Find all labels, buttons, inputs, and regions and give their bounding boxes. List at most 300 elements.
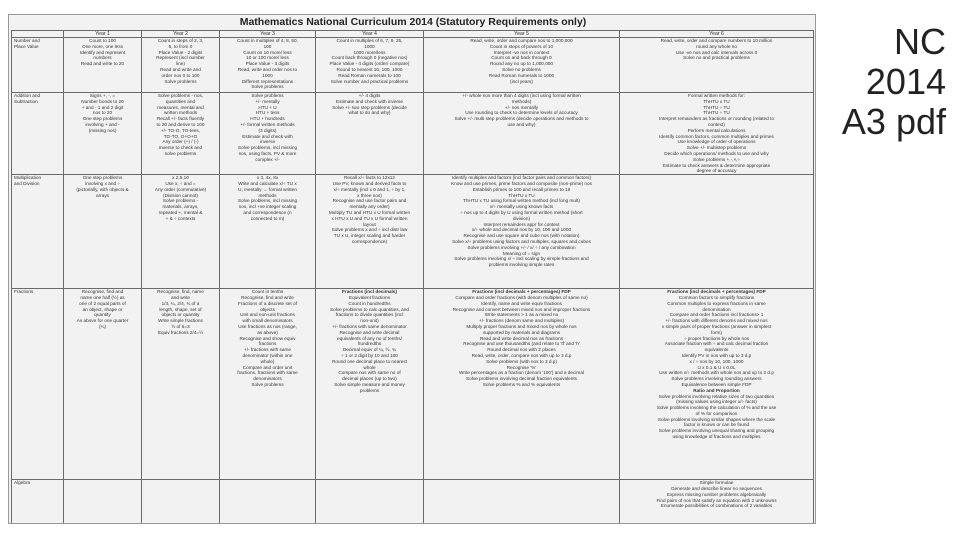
objective-line: Any order (commutative) — [154, 186, 207, 192]
objective-line: Count on and back through 0 — [491, 55, 552, 61]
objective-line: Solve problems involving the calculation of % and the use — [656, 405, 777, 411]
objective-line: TU x U, integer scaling and harder — [333, 233, 406, 239]
strand-row-mult — [12, 175, 814, 289]
objective-line: correspondence) — [351, 238, 388, 244]
objective-line: decimal places (up to two) — [342, 376, 397, 382]
objective-line: mentally any order) — [349, 204, 390, 210]
objective-line: x/÷ whole and decimal nos by 10, 100 and 1000 — [471, 227, 572, 233]
curriculum-cell — [424, 289, 620, 480]
objective-line: Solve problems involving similar shapes where the scale — [657, 416, 776, 422]
curriculum-cell — [220, 289, 316, 480]
header-blank — [12, 31, 64, 38]
objective-line: (incl years) — [510, 78, 533, 84]
objective-line: Fractions (incl decimals + percentages) FDP — [472, 289, 571, 295]
objective-line: ÷ nos up to 4 digits by U using formal written method (short — [460, 209, 583, 215]
objective-line: Use written x/÷ methods with whole nos and up to 2 d.p — [659, 370, 774, 376]
objective-line: Use x, ÷ and = — [165, 180, 196, 186]
objective-line: +/- fractions with same denominator — [332, 323, 407, 329]
objective-line: an object, shape or — [82, 306, 123, 312]
curriculum-cell — [424, 480, 620, 524]
objective-line: Place Value - 2 digits — [158, 49, 203, 55]
objective-line: TO-TO, O+O+O — [163, 133, 198, 139]
objective-line: One step problems — [82, 175, 123, 181]
objective-line: Recognise, find and — [81, 289, 124, 295]
strand-label-line: Multiplication — [14, 175, 42, 181]
curriculum-cell — [220, 38, 316, 93]
objective-line: Associate fraction with ÷ and calc decimal fraction — [664, 341, 769, 347]
curriculum-cell — [620, 175, 814, 289]
year-header: Year 6 — [620, 31, 814, 38]
curriculum-cell — [620, 289, 814, 480]
objective-line: (¼) — [98, 323, 107, 329]
strand-row-add — [12, 93, 814, 175]
objective-line: Ratio and Proportion — [693, 387, 740, 393]
objective-line: Count in multiples of 6, 7, 9, 25, — [336, 38, 403, 43]
strand-label-line: Subtraction — [14, 98, 38, 104]
objective-line: (pictorially, with objects & — [76, 186, 129, 192]
objective-line: ThHTU x TU using formal written method (incl long mult) — [463, 198, 580, 204]
objective-line: 1000 — [364, 43, 375, 49]
objective-line: length, shape, set of — [159, 306, 202, 312]
objective-line: fractions to divide quantities (incl — [335, 312, 404, 318]
objective-line: Estimate to check answers & determine appropriate — [662, 162, 771, 168]
objective-line: Write percentages as a fraction (denom '100') and a decimal — [459, 370, 584, 376]
objective-line: Formal written methods for: — [687, 93, 746, 98]
objective-line: Solve problems — [251, 381, 284, 387]
objective-line: ÷ proper fractions by whole nos — [683, 335, 750, 341]
strand-label — [12, 93, 64, 175]
objective-line: Signs +, -, = — [89, 93, 116, 98]
objective-line: Solve number and practical problems — [330, 78, 409, 84]
curriculum-sheet — [8, 14, 816, 524]
year-header: Year 1 — [64, 31, 142, 38]
objective-line: Recognise, find, name — [157, 289, 204, 295]
objective-line: and correspondence (n — [243, 209, 292, 215]
objective-line: Read Roman numerals to 1000 — [488, 72, 555, 78]
objective-line: +/- fractions (denom same and multiples) — [478, 318, 565, 324]
objective-line: Meaning of = sign — [502, 250, 541, 256]
curriculum-cell — [142, 289, 220, 480]
objective-line: Estimate and check with inverse — [336, 98, 403, 104]
objective-line: measures, mental and — [157, 104, 204, 110]
objective-line: methods — [258, 192, 277, 198]
strand-label-line: Fractions — [14, 289, 34, 295]
objective-line: Use rounding to check to determine levels of accuracy — [465, 110, 578, 116]
objective-line: name one half (½) as — [80, 294, 125, 300]
objective-line: Read, write, order, compare nos with up to 3 d.p — [471, 352, 572, 358]
objective-line: ÷ 1 or 2 digit by 10 and 100 — [341, 352, 398, 358]
objective-line: Solve problems, incl missing — [237, 198, 298, 204]
objective-line: Interpret -ve nos in context — [493, 49, 550, 55]
objective-line: equivalents — [704, 347, 729, 353]
objective-line: Read and write decimal nos as fractions — [479, 335, 564, 341]
objective-line: Recognise '%' — [506, 364, 537, 370]
objective-line: 5, to from 0 — [168, 43, 193, 49]
objective-line: (3 digits) — [258, 127, 277, 133]
curriculum-cell — [142, 175, 220, 289]
objective-line: 100 — [263, 43, 272, 49]
strand-row-alg — [12, 480, 814, 524]
objective-line: Recognise and use square and cube nos (with notation) — [463, 233, 580, 239]
objective-line: of % for comparison — [695, 410, 738, 416]
objective-line: as above) — [257, 329, 278, 335]
objective-line: 1/3, ¼, 2/4, ¾ of a — [161, 300, 200, 306]
objective-line: Identify PV in nos with up to 3 d.p — [681, 352, 752, 358]
objective-line: Solve no and practical problems — [683, 55, 750, 61]
objective-line: Compare and order unit — [242, 364, 293, 370]
objective-line: Any order (+) / (-) — [162, 139, 199, 145]
curriculum-cell — [316, 480, 424, 524]
strand-label — [12, 480, 64, 524]
objective-line: Read, write, order and compare nos to 1,000,000 — [470, 38, 573, 43]
objective-line: denomination — [702, 306, 731, 312]
year-header-row — [12, 31, 814, 38]
strand-label-line: Place Value — [14, 43, 39, 49]
strand-label-line: Number and — [14, 38, 40, 43]
objective-line: Use knowledge of order of operations — [677, 139, 756, 145]
strand-label — [12, 38, 64, 93]
objective-line: Solve problems involving decimal fraction equivalents — [466, 376, 577, 382]
objective-line: Know and use primes, prime factors and composite (non-prime) nos — [451, 180, 592, 186]
objective-line: Solve no problems — [502, 66, 541, 72]
objective-line: written methods — [163, 110, 198, 116]
objective-line: line) — [176, 61, 185, 67]
objective-line: Perform mental calculations — [687, 127, 746, 133]
objective-line: Solve problems involving unequal sharing and grouping — [658, 428, 775, 434]
curriculum-cell — [316, 93, 424, 175]
objective-line: Solve problems to calc quantities, and — [330, 306, 409, 312]
objective-line: Unit and non-unit fractions — [240, 312, 295, 318]
objective-line: HTU + hundreds — [250, 116, 285, 122]
year-header: Year 2 — [142, 31, 220, 38]
objective-line: Use fractions as nos (range, — [238, 323, 297, 329]
objective-line: Establish primes to 100 and recall primes to 19 — [472, 186, 571, 192]
objective-line: Solve problems, incl missing — [237, 145, 298, 151]
objective-line: Solve problems % and % equivalents — [482, 381, 561, 387]
objective-line: Use -ve nos and calc intervals across 0 — [675, 49, 758, 55]
strand-label-line: Addition and — [14, 93, 41, 98]
slide-title-line: NC 2014 — [865, 21, 946, 102]
objective-line: Solve problems x and ÷ incl distr law — [331, 227, 408, 233]
objective-line: Solve simple measure and money — [334, 381, 405, 387]
objective-line: Common factors to simplify fractions — [678, 294, 755, 300]
objective-line: arrays — [95, 192, 110, 198]
objective-line: Equiv fractions 2/4=½ — [157, 329, 204, 335]
objective-line: degree of accuracy — [696, 168, 737, 174]
objective-line: x / ÷ nos by 10, 100, 1000 — [689, 358, 744, 364]
year-header: Year 3 — [220, 31, 316, 38]
objective-line: Represent (incl number — [156, 55, 205, 61]
strand-label-line: Algebra — [14, 480, 31, 486]
objective-line: Find pairs of nos that satisfy an equation with 2 unknowns — [656, 497, 777, 503]
objective-line: x 3, 4x, 8x — [256, 175, 279, 181]
objective-line: factor is known or can be found — [683, 422, 750, 428]
curriculum-cell — [64, 480, 142, 524]
objective-line: use and why) — [507, 121, 536, 127]
objective-line: Recognise, find and write — [241, 294, 294, 300]
curriculum-cell — [424, 175, 620, 289]
objective-line: +/- fractions with same — [243, 347, 292, 353]
objective-line: As above for one quarter — [76, 318, 129, 324]
objective-line: objects — [260, 306, 275, 312]
objective-line: fractions — [258, 341, 277, 347]
objective-line: Solve problems - — [162, 198, 199, 204]
objective-line: Count in multiples of 4, 8, 50, — [237, 38, 298, 43]
objective-line: context) — [708, 121, 725, 127]
objective-line: problems — [359, 387, 380, 393]
objective-line: Solve problems — [251, 93, 284, 98]
objective-line: x/÷ mentally (incl x 0 and 1, ÷ by 1, — [333, 186, 406, 192]
objective-line: form) — [711, 329, 722, 335]
objective-line: denominator (within one — [242, 352, 293, 358]
objective-line: Enumerate possibilities of combinations of 2 variables — [660, 503, 773, 509]
objective-line: Multiply TU and HTU x U formal written — [328, 209, 411, 215]
objective-line: Solve problems — [164, 78, 197, 84]
objective-line: +/- TO-O, TO-tens, — [160, 127, 201, 133]
objective-line: Solve problems - nos, — [157, 93, 204, 98]
objective-line: equivalents of any no of tenths/ — [337, 335, 402, 341]
objective-line: Read Roman numerals to 100 — [338, 72, 401, 78]
objective-line: Recognise and use thousandths (and relate to 'tf' and 'h' — [463, 341, 580, 347]
objective-line: (missing values using integer x/÷ facts) — [676, 399, 757, 405]
curriculum-cell — [142, 93, 220, 175]
objective-line: Compare nos with same no of — [338, 370, 401, 376]
objective-line: with small denominators — [242, 318, 293, 324]
objective-line: Recognise and write decimal — [339, 329, 400, 335]
objective-line: what to do and why) — [348, 110, 391, 116]
objective-line: Read, write and order nos to — [237, 66, 298, 72]
objective-line: complex +/- — [255, 156, 280, 162]
objective-line: Decimal equiv of ¼, ½, ¾ — [343, 347, 396, 353]
objective-line: numbers — [93, 55, 112, 61]
objective-line: + and - 1 and 2 digit — [81, 104, 124, 110]
objective-line: fractions, fractions with same — [237, 370, 298, 376]
objective-line: Count in steps of powers of 10 — [489, 43, 554, 49]
objective-line: Solve problems involving relative sizes of two quantities — [658, 393, 775, 399]
objective-line: Common multiples to express fractions in same — [667, 300, 766, 306]
objective-line: Solve +/- two step problems (decide — [332, 104, 407, 110]
objective-line: Identify, name and write equiv fractions — [481, 300, 562, 306]
objective-line: involving x and ÷ — [85, 180, 120, 186]
objective-line: x HTU x U and TU x U formal written — [331, 215, 408, 221]
objective-line: quantity — [94, 312, 111, 318]
year-header: Year 4 — [316, 31, 424, 38]
curriculum-cell — [424, 38, 620, 93]
curriculum-cell — [620, 38, 814, 93]
objective-line: Simple formulae — [699, 480, 734, 486]
objective-line: Recognise and show equiv — [239, 335, 296, 341]
objective-line: 1000 — [262, 72, 273, 78]
objective-line: Different representations — [241, 78, 294, 84]
objective-line: One more, one less — [82, 43, 123, 49]
curriculum-cell — [142, 38, 220, 93]
objective-line: Solve +/- multi step problems (decide operations and methods to — [454, 116, 589, 122]
objective-line: one of 2 equal parts of — [79, 300, 126, 306]
objective-line: ½ of 6=3 — [171, 323, 190, 329]
objective-line: Place Value - 4 digits (order/ compare) — [329, 61, 410, 67]
objective-line: inverse — [259, 139, 276, 145]
objective-line: nos, using facts, PV & more — [238, 150, 297, 156]
objective-line: Interpret remainders as fractions or rounding (related to — [659, 116, 774, 122]
objective-line: Inverse to check and — [158, 145, 203, 151]
objective-line: Identify multiples and factors (incl factor pairs and common factors) — [451, 175, 592, 181]
objective-line: objects or quantity — [161, 312, 200, 318]
objective-line: (Division cannot) — [163, 192, 198, 198]
objective-line: Count on 10 more/ less — [243, 49, 292, 55]
objective-line: Round one decimal place to nearest — [331, 358, 408, 364]
objective-line: Write statements > 1 as a mixed no — [484, 312, 559, 318]
objective-line: x/÷ mentally using known facts — [489, 204, 554, 210]
objective-line: Recall +/- facts fluently — [156, 116, 205, 122]
objective-line: Equivalent fractions — [349, 294, 390, 300]
objective-line: Interpret remainders appr for context — [483, 221, 560, 227]
objective-line: 10 or 100 more/ less — [246, 55, 289, 61]
objective-line: U, mentally → formal written — [238, 186, 297, 192]
objective-line: +/- 4 digits — [358, 93, 381, 98]
slide-title-line: A3 pdf — [841, 101, 946, 142]
objective-line: Count back through 0 (negative nos) — [331, 55, 408, 61]
objective-line: Solve problems +,-,×,÷ — [692, 156, 741, 162]
objective-line: and write — [170, 294, 191, 300]
objective-line: + & ÷ contexts — [165, 215, 196, 221]
objective-line: layout — [363, 221, 376, 227]
sheet-title: Mathematics National Curriculum 2014 (Statutory Requirements only) — [239, 16, 587, 28]
objective-line: Solve x/÷ problems using factors and multiples, squares and cubes — [452, 238, 591, 244]
objective-line: quantities and — [165, 98, 196, 104]
strand-row-frac — [12, 289, 814, 480]
objective-line: ThHTU x TU — [508, 192, 535, 198]
objective-line: +/- fractions with different denoms and mixed nos — [665, 318, 768, 324]
objective-line: U x 0.1 & U x 0.0L — [697, 364, 736, 370]
objective-line: round any whole no — [696, 43, 737, 49]
strand-row-number — [12, 38, 814, 93]
objective-line: x three nos) — [357, 192, 382, 198]
objective-line: +/- mentally — [255, 98, 280, 104]
objective-line: Place Value - 3 digits — [245, 61, 290, 67]
objective-line: x simple pairs of proper fractions (answer in simplest — [661, 323, 772, 329]
objective-line: Solve problems — [251, 84, 284, 90]
objective-line: Round any no up to 1,000,000 — [489, 61, 554, 67]
objective-line: Count in hundredths — [348, 300, 391, 306]
objective-line: Read and write and — [160, 66, 201, 72]
objective-line: Write and calculate x/÷ TU x — [238, 180, 297, 186]
objective-line: Solve problems involving x/ ÷ incl scaling by simple fractions and — [454, 256, 589, 262]
objective-line: Fractions of a discrete set of — [238, 300, 297, 306]
objective-line: +/- whole nos more than 4 digits (incl using formal written — [462, 93, 581, 98]
objective-line: Recognise and convert between mixed nos and improper fractions — [452, 306, 591, 312]
objective-line: Write simple fractions — [158, 318, 203, 324]
objective-line: Recall x/÷ facts to 12x12 — [343, 175, 396, 181]
objective-line: Compare and order fractions incl fractions> 1 — [669, 312, 764, 318]
objective-line: supported by materials and diagrams — [482, 329, 561, 335]
year-header: Year 5 — [424, 31, 620, 38]
objective-line: Count in steps of 2, 3, — [157, 38, 204, 43]
objective-line: ThHTU ÷ TU — [703, 104, 730, 110]
objective-line: solve problems — [164, 150, 197, 156]
curriculum-cell — [316, 289, 424, 480]
curriculum-cell — [316, 175, 424, 289]
objective-line: nos, incl +ve integer scaling — [238, 204, 297, 210]
curriculum-cell — [316, 38, 424, 93]
objective-line: ThHTU ÷ TU — [703, 110, 730, 116]
objective-line: problems involving simple rates — [488, 262, 555, 268]
strand-label-line: and Division — [14, 180, 40, 186]
objective-line: Read, write, order and compare numbers to 10 million — [660, 38, 773, 43]
strand-label — [12, 289, 64, 480]
objective-line: Multiply proper fractions and mixed nos by whole nos — [466, 323, 577, 329]
curriculum-table — [11, 30, 814, 524]
objective-line: connected to m) — [250, 215, 285, 221]
objective-line: Round decimal nos with 2 places — [487, 347, 556, 353]
objective-line: x 2,5,10 — [172, 175, 189, 181]
objective-line: +/- formal written methods — [240, 121, 295, 127]
objective-line: Count to 100 — [89, 38, 116, 43]
objective-line: Generate and describe linear no sequences — [671, 485, 762, 491]
objective-line: using knowledge of fractions and multiples — [672, 434, 761, 440]
objective-line: Fractions (incl decimals + percentages) FDP — [667, 289, 766, 295]
objective-line: HTU + tens — [255, 110, 280, 116]
objective-line: whole) — [260, 358, 275, 364]
curriculum-cell — [620, 93, 814, 175]
objective-line: nos to 20 — [92, 110, 113, 116]
objective-line: Identify common factors, common multiples and primes — [659, 133, 774, 139]
objective-line: Use PV, known and derived facts to — [332, 180, 407, 186]
curriculum-cell — [424, 93, 620, 175]
curriculum-cell — [142, 480, 220, 524]
objective-line: HTU + U — [258, 104, 277, 110]
objective-line: repeated +, mental & — [158, 209, 203, 215]
objective-line: Express missing number problems algebraically — [666, 491, 767, 497]
objective-line: Solve problems (with nos to 3 d.p) — [486, 358, 557, 364]
objective-line: Equivalence between simple FDP — [681, 381, 752, 387]
curriculum-cell — [64, 93, 142, 175]
objective-line: Read and write to 20 — [80, 61, 125, 67]
objective-line: Estimate and check with — [242, 133, 293, 139]
objective-line: Compare and order fractions (with denom multiples of same no) — [455, 294, 588, 300]
objective-line: Fractions (incl decimals) — [342, 289, 397, 295]
curriculum-cell — [64, 175, 142, 289]
objective-line: Solve problems involving rounding answers — [671, 376, 762, 382]
curriculum-cell — [220, 93, 316, 175]
objective-line: involving + and - — [85, 121, 120, 127]
objective-line: (missing nos) — [88, 127, 117, 133]
objective-line: denominators — [253, 376, 282, 382]
curriculum-body — [12, 38, 814, 525]
objective-line: One step problems — [82, 116, 123, 122]
curriculum-cell — [220, 480, 316, 524]
curriculum-cell — [64, 38, 142, 93]
objective-line: materials, arrays, — [162, 204, 199, 210]
objective-line: order nos 0 to 100 — [161, 72, 200, 78]
objective-line: Count in tenths — [251, 289, 284, 295]
objective-line: +/- nos mentally — [504, 104, 539, 110]
objective-line: hundredths — [357, 341, 382, 347]
objective-line: non-unit) — [360, 318, 379, 324]
objective-line: whole — [363, 364, 376, 370]
objective-line: methods) — [511, 98, 532, 104]
slide-title — [806, 22, 946, 142]
objective-line: Round to nearest 10, 100, 1000 — [336, 66, 403, 72]
objective-line: to 20 and derive to 100 — [156, 121, 205, 127]
objective-line: division) — [512, 215, 531, 221]
curriculum-cell — [620, 480, 814, 524]
objective-line: Identify and represent — [79, 49, 126, 55]
objective-line: Number bonds to 20 — [81, 98, 124, 104]
objective-line: 1000 more/less — [353, 49, 386, 55]
objective-line: Solve +/- multistep problems — [686, 145, 747, 151]
objective-line: Decide which operations/ methods to use and why — [664, 150, 769, 156]
curriculum-cell — [64, 289, 142, 480]
